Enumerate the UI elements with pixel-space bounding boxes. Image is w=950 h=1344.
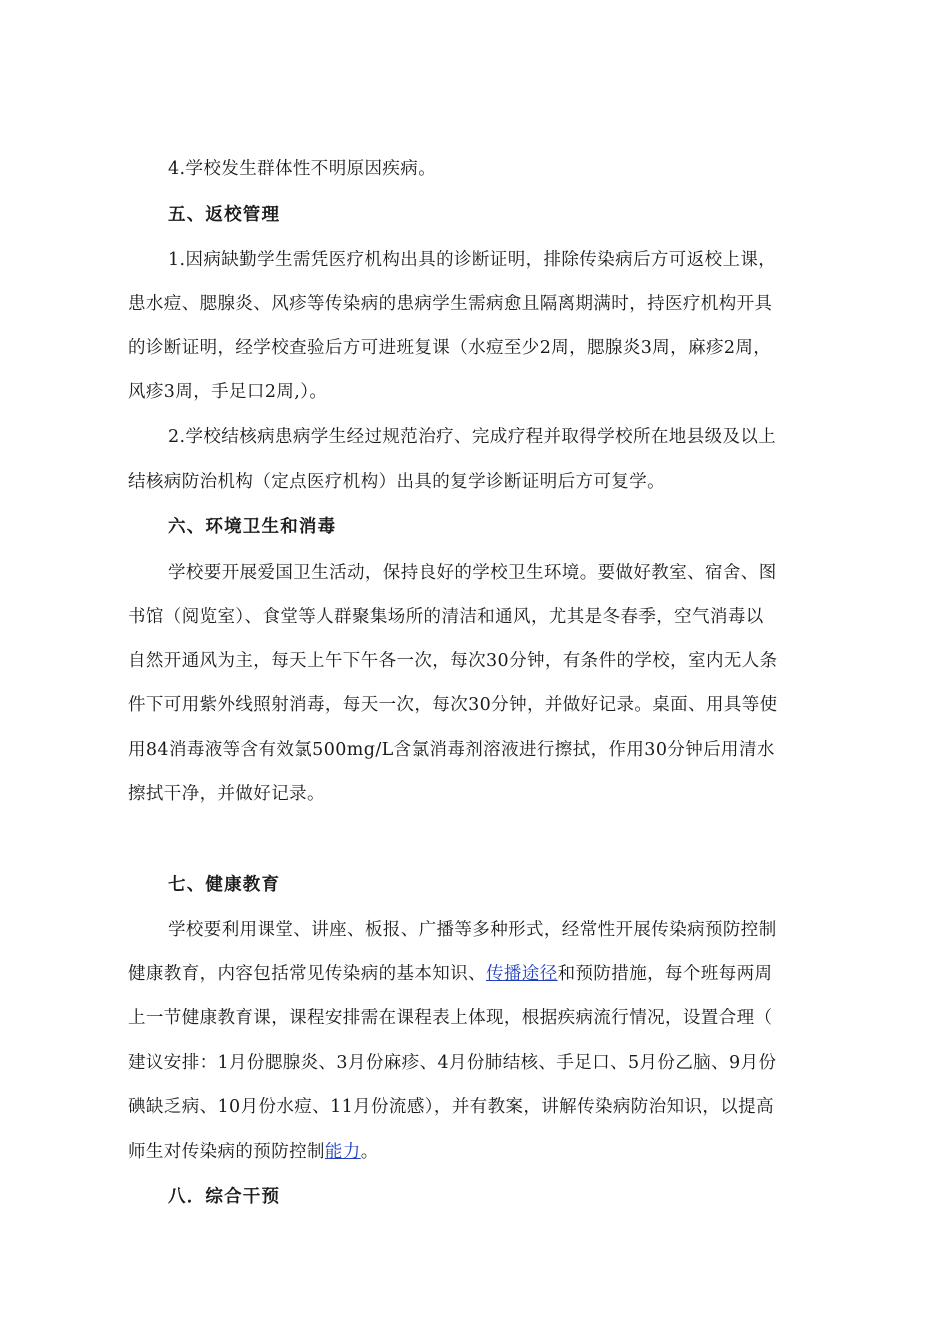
link-ability[interactable]: 能力 [324,1142,361,1162]
section-heading-comprehensive-intervention: 八．综合干预 [168,1187,281,1207]
section-heading-environment: 六、环境卫生和消毒 [168,517,337,537]
paragraph-line: 件下可用紫外线照射消毒，每天一次，每次30分钟，并做好记录。桌面、用具等使 [128,695,778,715]
paragraph-line: 风疹3周，手足口2周,）。 [128,382,328,402]
paragraph-line: 患水痘、腮腺炎、风疹等传染病的患病学生需病愈且隔离期满时，持医疗机构开具 [128,294,773,314]
paragraph-line: 学校要开展爱国卫生活动，保持良好的学校卫生环境。要做好教室、宿舍、图 [168,563,777,583]
text-segment: 和预防措施，每个班每两周 [557,964,773,984]
paragraph-line: 用84消毒液等含有效氯500mg/L含氯消毒剂溶液进行擦拭，作用30分钟后用清水 [128,740,775,760]
text-segment: 师生对传染病的预防控制 [128,1142,325,1162]
paragraph-line: 1.因病缺勤学生需凭医疗机构出具的诊断证明，排除传染病后方可返校上课， [168,250,777,270]
paragraph-line: 碘缺乏病、10月份水痘、11月份流感），并有教案，讲解传染病防治知识，以提高 [128,1097,774,1117]
paragraph-line: 书馆（阅览室）、食堂等人群聚集场所的清洁和通风，尤其是冬春季，空气消毒以 [128,607,764,627]
section-heading-health-education: 七、健康教育 [168,875,281,895]
text-segment: 健康教育，内容包括常见传染病的基本知识、 [128,964,486,984]
paragraph-line: 的诊断证明，经学校查验后方可进班复课（水痘至少2周，腮腺炎3周，麻疹2周， [128,338,772,358]
paragraph-line: 学校要利用课堂、讲座、板报、广播等多种形式，经常性开展传染病预防控制 [168,920,777,940]
paragraph-line: 结核病防治机构（定点医疗机构）出具的复学诊断证明后方可复学。 [128,472,665,492]
section-heading-return-to-school: 五、返校管理 [168,205,281,225]
paragraph-line: 上一节健康教育课，课程安排需在课程表上体现，根据疾病流行情况，设置合理（ [128,1008,773,1028]
paragraph-line: 2.学校结核病患病学生经过规范治疗、完成疗程并取得学校所在地县级及以上 [168,427,777,447]
paragraph-line [128,962,828,986]
paragraph-line: 自然开通风为主，每天上午下午各一次，每次30分钟，有条件的学校，室内无人条 [128,651,778,671]
link-transmission-route[interactable]: 传播途径 [486,964,558,984]
paragraph-line: 建议安排：1月份腮腺炎、3月份麻疹、4月份肺结核、手足口、5月份乙脑、9月份 [128,1053,777,1073]
paragraph-line: 擦拭干净，并做好记录。 [128,784,325,804]
list-item-4: 4.学校发生群体性不明原因疾病。 [168,159,437,179]
paragraph-line [128,1140,828,1164]
text-segment: 。 [360,1142,379,1162]
